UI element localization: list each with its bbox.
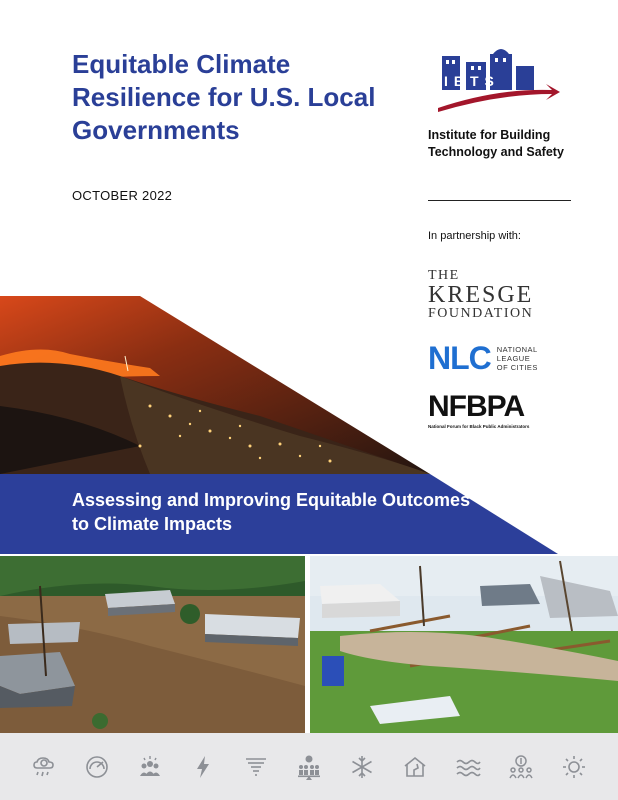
publisher-name-line2: Technology and Safety	[428, 145, 564, 159]
lightning-icon	[190, 754, 216, 780]
snowflake-icon	[349, 754, 375, 780]
nlc-line1: NATIONAL	[496, 344, 538, 354]
community-icon	[137, 754, 163, 780]
divider-rule	[428, 200, 571, 201]
climate-impact-icon-bar	[0, 733, 618, 800]
gauge-icon	[84, 754, 110, 780]
nfbpa-mark: NFBPA	[428, 390, 525, 423]
kresge-line2: KRESGE	[428, 282, 534, 308]
kresge-line3: FOUNDATION	[428, 306, 534, 321]
house-damage-icon	[402, 754, 428, 780]
cover-title: Equitable Climate Resilience for U.S. Local Governments	[72, 49, 376, 145]
flood-waves-icon	[455, 754, 481, 780]
money-rain-icon	[31, 754, 57, 780]
tornado-icon	[243, 754, 269, 780]
storm-damage-photo	[310, 556, 618, 733]
wildfire-photo	[0, 296, 430, 474]
nlc-mark: NLC	[428, 340, 491, 376]
equity-balance-icon	[296, 754, 322, 780]
publication-date: OCTOBER 2022	[72, 188, 173, 203]
sun-heat-icon	[561, 754, 587, 780]
nfbpa-fullname: National Forum for Black Public Administrators	[428, 424, 530, 429]
ibts-logo	[438, 46, 560, 116]
partnership-label: In partnership with:	[428, 230, 521, 242]
nlc-line2: LEAGUE	[496, 353, 531, 363]
ibts-logo-text: IBTS	[444, 73, 500, 89]
funding-people-icon	[508, 754, 534, 780]
kresge-line1: THE	[428, 268, 460, 283]
cover-subtitle: Assessing and Improving Equitable Outcomes to Climate Impacts	[72, 490, 471, 534]
publisher-name-line1: Institute for Building	[428, 128, 551, 142]
flood-photo	[0, 556, 305, 733]
nlc-line3: OF CITIES	[496, 362, 538, 372]
publisher-name	[428, 127, 598, 161]
